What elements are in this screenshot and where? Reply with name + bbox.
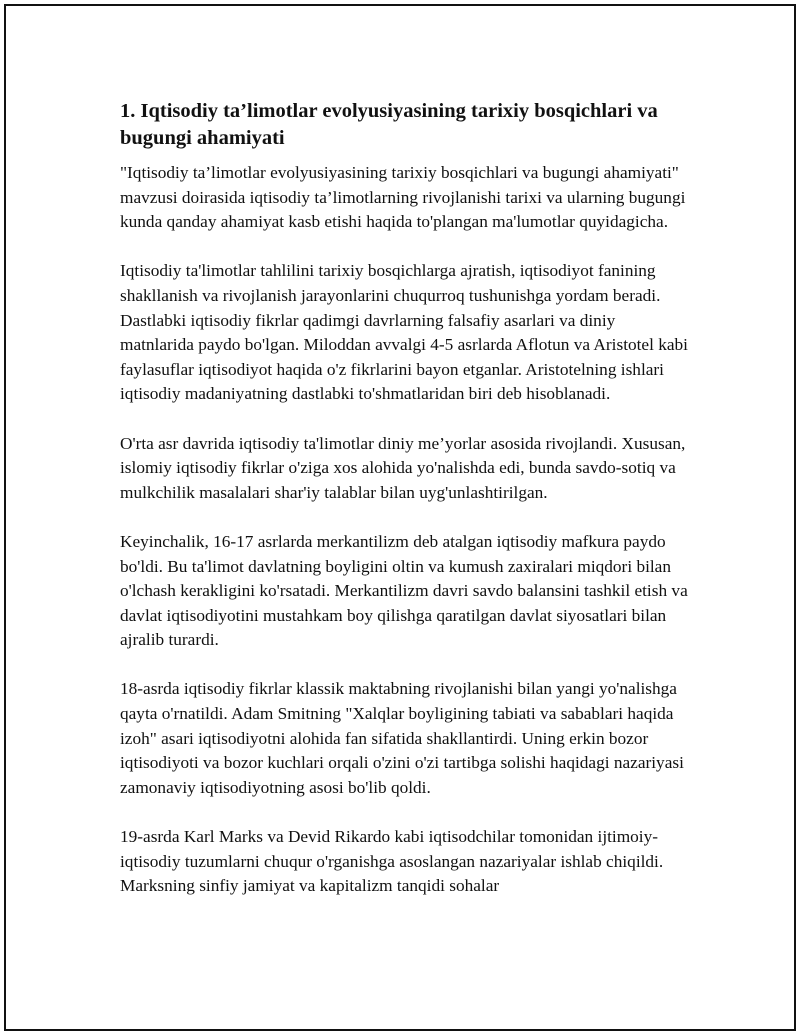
section-heading: 1. Iqtisodiy ta’limotlar evolyusiyasining tarixiy bosqichlari va bugungi ahamiyati [120, 100, 658, 149]
paragraph-marx: 19-asrda Karl Marks va Devid Rikardo kabi iqtisodchilar tomonidan ijtimoiy-iqtisodiy tuzumlarni chuqur o'rganishga asoslangan nazariyalar ishlab chiqildi. Marksning sinfiy jamiyat va kapitalizm tanqidi sohalar [120, 827, 664, 896]
document-body [120, 98, 690, 923]
paragraph-mercantilism: Keyinchalik, 16-17 asrlarda merkantilizm deb atalgan iqtisodiy mafkura paydo bo'ldi. Bu ta'limot davlatning boyligini oltin va kumush zaxiralari miqdori bilan o'lchash kerakligini ko'rsatadi. Merkantilizm davri savdo balansini tashkil etish va davlat iqtisodiyotini mustahkam boy qilishga qaratilgan davlat siyosatlari bilan ajralib turardi. [120, 531, 688, 650]
paragraph-classical: 18-asrda iqtisodiy fikrlar klassik maktabning rivojlanishi bilan yangi yo'nalishga qayta o'rnatildi. Adam Smitning "Xalqlar boyligining tabiati va sabablari haqida izoh" asari iqtisodiyotni alohida fan sifatida shakllantirdi. Uning erkin bozor iqtisodiyoti va bozor kuchlari orqali o'zini o'zi tartibga solishi haqidagi nazariyasi zamonaviy iqtisodiyotning asosi bo'lib qoldi. [120, 679, 684, 797]
document-page [4, 4, 796, 1031]
paragraph-ancient: Iqtisodiy ta'limotlar tahlilini tarixiy bosqichlarga ajratish, iqtisodiyot fanining shakllanish va rivojlanish jarayonlarini chuqurroq tushunishga yordam beradi. Dastlabki iqtisodiy fikrlar qadimgi davrlarning falsafiy asarlari va diniy matnlarida paydo bo'lgan. Miloddan avvalgi 4-5 asrlarda Aflotun va Aristotel kabi faylasuflar iqtisodiyot haqida o'z fikrlarini bayon etganlar. Aristotelning ishlari iqtisodiy madaniyatning dastlabki to'shmatlaridan biri deb hisoblanadi. [120, 261, 688, 404]
paragraph-medieval: O'rta asr davrida iqtisodiy ta'limotlar diniy me’yorlar asosida rivojlandi. Xususan, islomiy iqtisodiy fikrlar o'ziga xos alohida yo'nalishda edi, bunda savdo-sotiq va mulkchilik masalalari shar'iy talablar bilan uyg'unlashtirilgan. [120, 433, 686, 502]
paragraph-intro: "Iqtisodiy ta’limotlar evolyusiyasining tarixiy bosqichlari va bugungi ahamiyati" mavzusi doirasida iqtisodiy ta’limotlarning rivojlanishi tarixi va ularning bugungi kunda qanday ahamiyat kasb etishi haqida to'plangan ma'lumotlar quyidagicha. [120, 163, 686, 232]
